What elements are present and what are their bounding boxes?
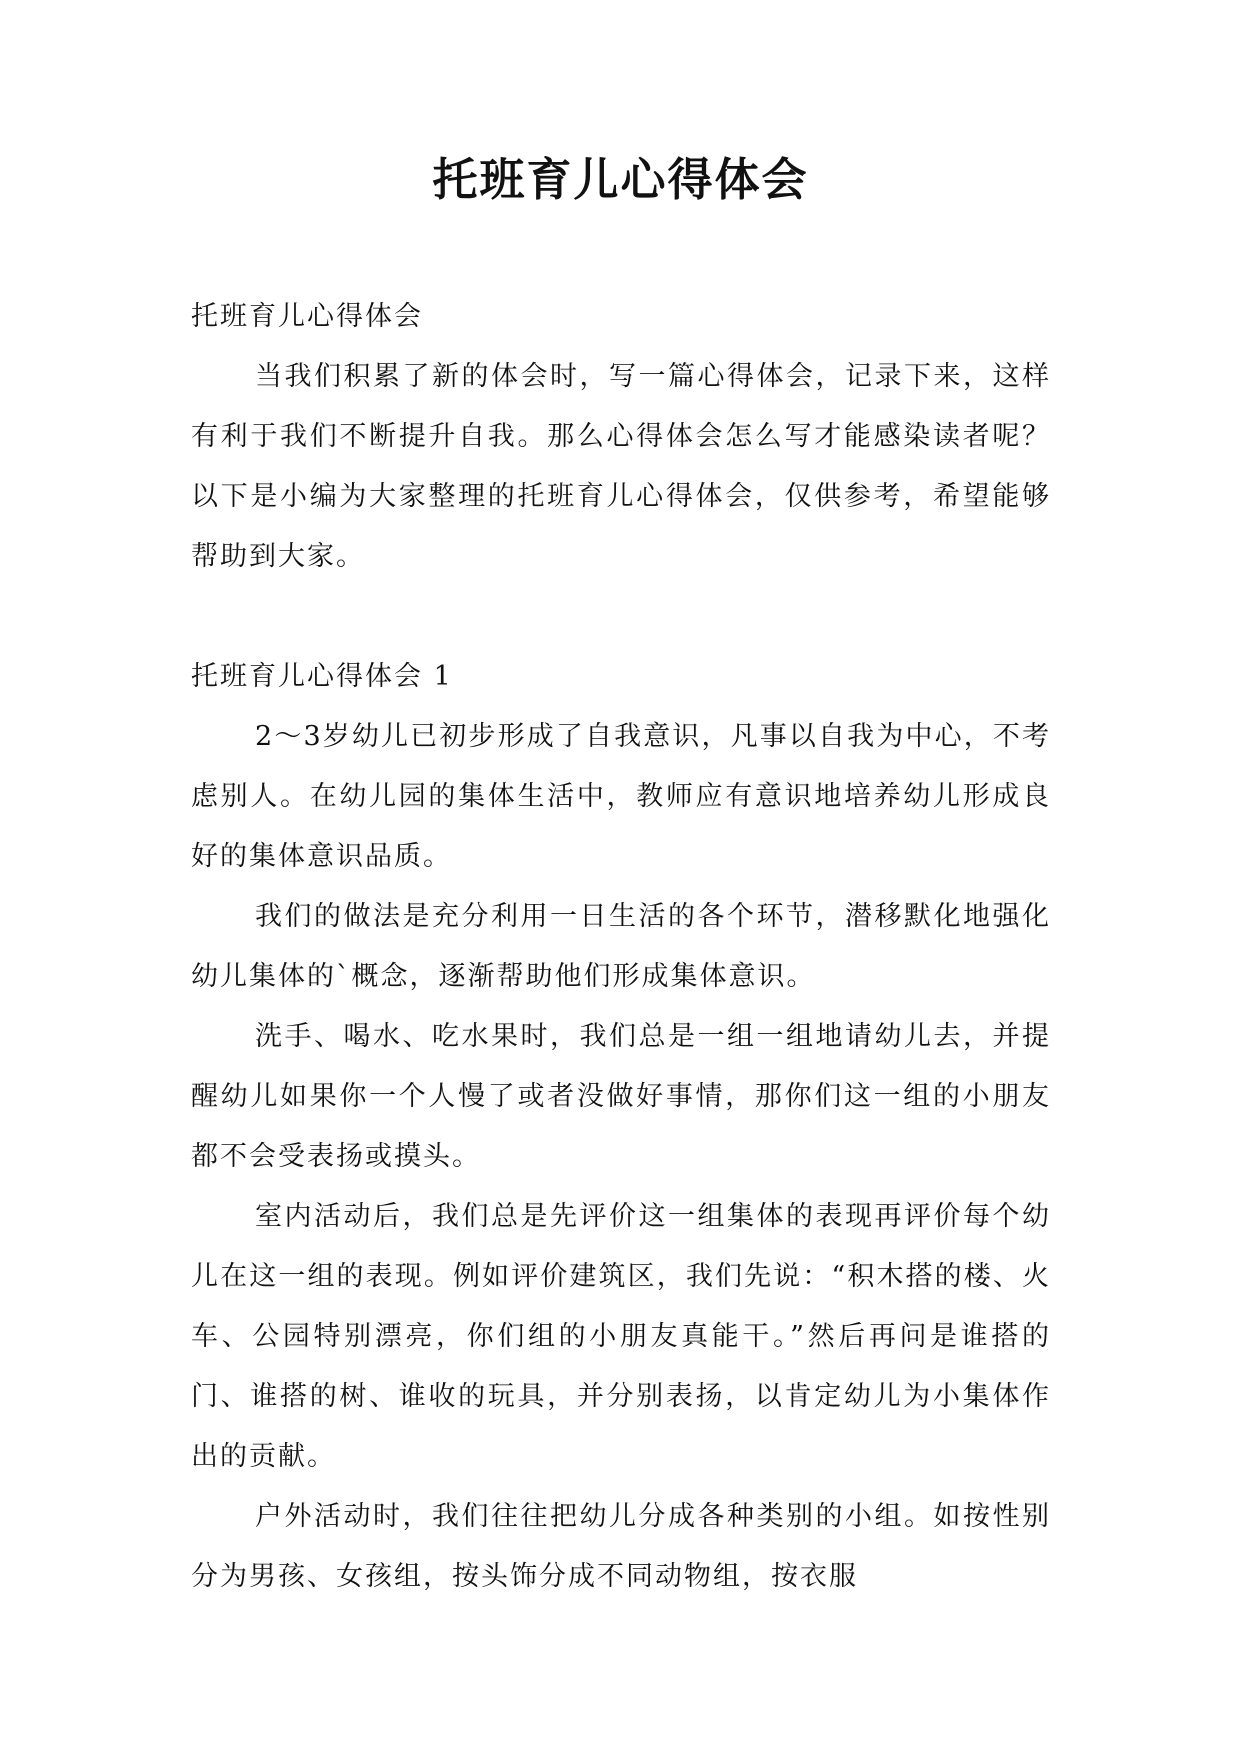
page-title: 托班育儿心得体会 xyxy=(432,153,809,206)
section-paragraph-1: 2～3岁幼儿已初步形成了自我意识，凡事以自我为中心，不考虑别人。在幼儿园的集体生活中，教师应有意识地培养幼儿形成良好的集体意识品质。 xyxy=(191,721,1051,872)
document-body xyxy=(191,287,1051,1607)
section-paragraph-4: 室内活动后，我们总是先评价这一组集体的表现再评价每个幼儿在这一组的表现。例如评价建筑区，我们先说：“积木搭的楼、火车、公园特别漂亮，你们组的小朋友真能干。”然后再问是谁搭的门、谁搭的树、谁收的玩具，并分别表扬，以肯定幼儿为小集体作出的贡献。 xyxy=(191,1201,1051,1472)
section-paragraph-3: 洗手、喝水、吃水果时，我们总是一组一组地请幼儿去，并提醒幼儿如果你一个人慢了或者没做好事情，那你们这一组的小朋友都不会受表扬或摸头。 xyxy=(191,1021,1051,1172)
section-spacer xyxy=(191,587,1051,647)
section-heading: 托班育儿心得体会 1 xyxy=(191,661,453,692)
section-paragraph-2: 我们的做法是充分利用一日生活的各个环节，潜移默化地强化幼儿集体的`概念，逐渐帮助他们形成集体意识。 xyxy=(191,901,1051,992)
section-paragraph-5: 户外活动时，我们往往把幼儿分成各种类别的小组。如按性别分为男孩、女孩组，按头饰分成不同动物组，按衣服 xyxy=(191,1501,1051,1592)
intro-heading: 托班育儿心得体会 xyxy=(191,301,423,332)
intro-paragraph: 当我们积累了新的体会时，写一篇心得体会，记录下来，这样有利于我们不断提升自我。那么心得体会怎么写才能感染读者呢？以下是小编为大家整理的托班育儿心得体会，仅供参考，希望能够帮助到大家。 xyxy=(191,361,1051,572)
